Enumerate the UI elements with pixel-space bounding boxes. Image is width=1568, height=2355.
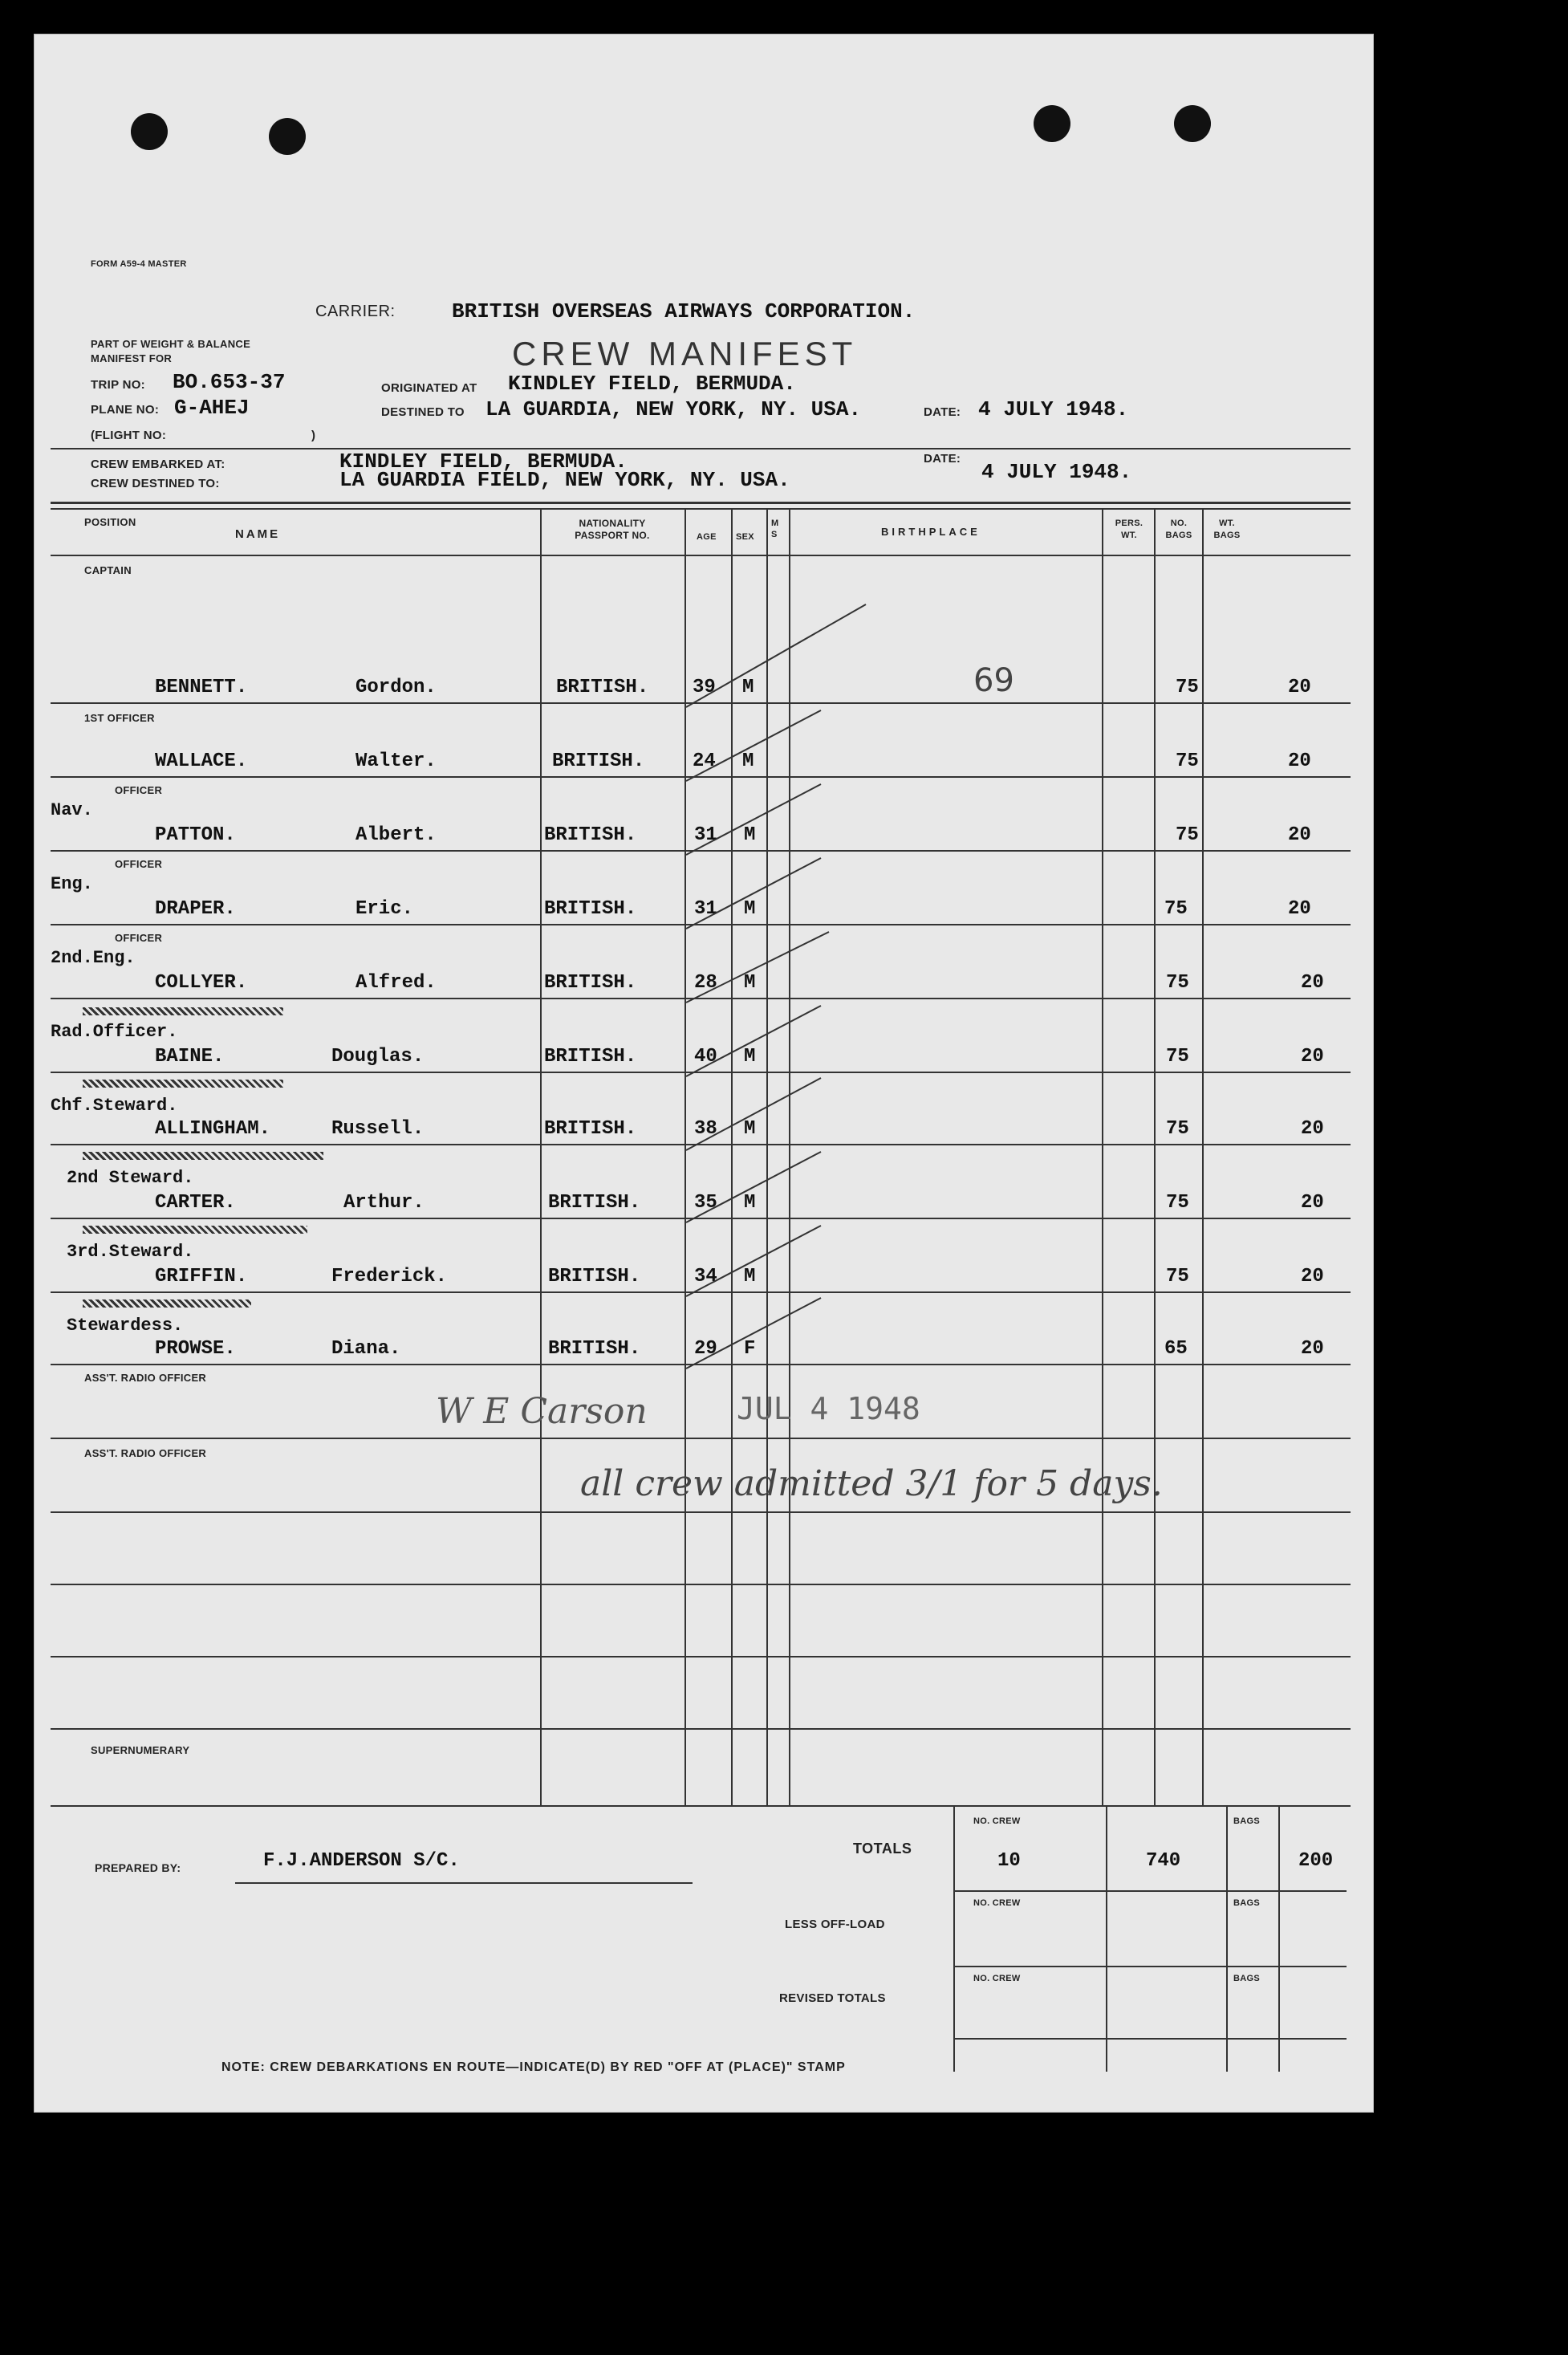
position-label: OFFICER [115, 932, 163, 944]
wt-bags: 20 [1301, 1338, 1324, 1360]
revised-totals-label: REVISED TOTALS [779, 1991, 886, 2005]
pers-wt: 65 [1164, 1338, 1188, 1360]
given-name: Diana. [331, 1338, 401, 1360]
total-bags-weight: 200 [1298, 1850, 1334, 1872]
sex: M [742, 750, 754, 772]
position-label: OFFICER [115, 858, 163, 870]
embarked-label: CREW EMBARKED AT: [91, 458, 225, 471]
page-title: CREW MANIFEST [512, 335, 858, 372]
surname: BAINE. [155, 1046, 225, 1068]
pers-wt: 75 [1166, 1266, 1189, 1287]
position-label: 1ST OFFICER [84, 712, 155, 724]
nationality: BRITISH. [544, 1118, 637, 1140]
no-crew-label-3: NO. CREW [973, 1974, 1021, 1983]
pers-wt: 75 [1176, 677, 1199, 698]
trip-no: BO.653-37 [173, 370, 286, 394]
nationality: BRITISH. [552, 750, 645, 772]
footer-note: NOTE: CREW DEBARKATIONS EN ROUTE—INDICATE(D) BY RED "OFF AT (PLACE)" STAMP [221, 2060, 846, 2074]
manifest-for-label: MANIFEST FOR [91, 352, 173, 364]
total-crew: 10 [997, 1850, 1021, 1872]
date-value: 4 JULY 1948. [978, 397, 1129, 421]
birthplace: 69 [973, 662, 1014, 699]
sex: M [744, 1118, 756, 1140]
surname: COLLYER. [155, 972, 248, 994]
age: 31 [694, 898, 717, 920]
surname: PROWSE. [155, 1338, 236, 1360]
total-weight: 740 [1146, 1850, 1181, 1872]
position-label: CAPTAIN [84, 564, 132, 576]
position-label: OFFICER [115, 784, 163, 796]
nationality: BRITISH. [556, 677, 649, 698]
surname: ALLINGHAM. [155, 1118, 271, 1140]
surname: DRAPER. [155, 898, 236, 920]
sex: M [744, 898, 756, 920]
less-offload-label: LESS OFF-LOAD [785, 1918, 885, 1931]
wt-bags: 20 [1288, 750, 1311, 772]
age: 39 [693, 677, 716, 698]
bags-label-2: BAGS [1233, 1898, 1260, 1908]
age: 35 [694, 1192, 717, 1214]
prepared-by: F.J.ANDERSON S/C. [263, 1850, 460, 1872]
part-of-label: PART OF WEIGHT & BALANCE [91, 338, 251, 350]
col-wt-bags: WT. BAGS [1213, 519, 1241, 540]
nationality: BRITISH. [548, 1192, 641, 1214]
date-label: DATE: [924, 405, 961, 419]
role: 2nd Steward. [67, 1168, 194, 1188]
pers-wt: 75 [1164, 898, 1188, 920]
surname: WALLACE. [155, 750, 248, 772]
bags-label-3: BAGS [1233, 1974, 1260, 1983]
trip-label: TRIP NO: [91, 378, 145, 392]
role: Nav. [51, 800, 93, 820]
given-name: Douglas. [331, 1046, 424, 1068]
pers-wt: 75 [1166, 1118, 1189, 1140]
given-name: Frederick. [331, 1266, 448, 1287]
col-name: NAME [235, 527, 281, 541]
originated-value: KINDLEY FIELD, BERMUDA. [508, 372, 796, 396]
pers-wt: 75 [1166, 972, 1189, 994]
embarked-value: KINDLEY FIELD, BERMUDA. [339, 449, 628, 474]
col-no-bags: NO. BAGS [1165, 519, 1192, 540]
nationality: BRITISH. [548, 1266, 641, 1287]
col-ms: M S [771, 519, 779, 539]
col-sex: SEX [736, 532, 754, 542]
role: 2nd.Eng. [51, 948, 136, 968]
wt-bags: 20 [1288, 824, 1311, 846]
pers-wt: 75 [1166, 1192, 1189, 1214]
sex: F [744, 1338, 756, 1360]
age: 31 [694, 824, 717, 846]
sex: M [744, 1046, 756, 1068]
nationality: BRITISH. [544, 972, 637, 994]
manifest-page [34, 34, 1374, 2113]
pers-wt: 75 [1176, 824, 1199, 846]
originated-label: ORIGINATED AT [381, 381, 477, 395]
form-code: FORM A59-4 MASTER [91, 259, 187, 269]
pers-wt: 75 [1176, 750, 1199, 772]
role: Rad.Officer. [51, 1022, 178, 1042]
age-strike-marks [35, 35, 1373, 1399]
role: 3rd.Steward. [67, 1242, 194, 1262]
pers-wt: 75 [1166, 1046, 1189, 1068]
surname: CARTER. [155, 1192, 236, 1214]
crew-destined-value: LA GUARDIA FIELD, NEW YORK, NY. USA. [339, 468, 790, 492]
prepared-by-label: PREPARED BY: [95, 1861, 181, 1874]
date-stamp: JUL 4 1948 [737, 1391, 920, 1426]
wt-bags: 20 [1301, 1118, 1324, 1140]
signature: W E Carson [436, 1391, 648, 1432]
age: 28 [694, 972, 717, 994]
sex: M [744, 972, 756, 994]
wt-bags: 20 [1301, 1046, 1324, 1068]
date2-value: 4 JULY 1948. [981, 460, 1132, 484]
totals-label: TOTALS [853, 1840, 912, 1857]
asst-radio-label: ASS'T. RADIO OFFICER [84, 1372, 207, 1384]
nationality: BRITISH. [544, 824, 637, 846]
surname: BENNETT. [155, 677, 248, 698]
supernumerary-label: SUPERNUMERARY [91, 1744, 190, 1756]
nationality: BRITISH. [548, 1338, 641, 1360]
given-name: Walter. [355, 750, 437, 772]
no-crew-label-2: NO. CREW [973, 1898, 1021, 1908]
date2-label: DATE: [924, 452, 961, 466]
col-position: POSITION [84, 516, 136, 528]
plane-no: G-AHEJ [174, 396, 250, 420]
role: Eng. [51, 874, 93, 894]
surname: PATTON. [155, 824, 236, 846]
wt-bags: 20 [1288, 898, 1311, 920]
sex: M [744, 1266, 756, 1287]
given-name: Arthur. [343, 1192, 424, 1214]
wt-bags: 20 [1301, 972, 1324, 994]
col-birthplace: BIRTHPLACE [881, 526, 981, 538]
surname: GRIFFIN. [155, 1266, 248, 1287]
given-name: Albert. [355, 824, 437, 846]
given-name: Eric. [355, 898, 414, 920]
carrier-value: BRITISH OVERSEAS AIRWAYS CORPORATION. [452, 299, 916, 323]
sex: M [742, 677, 754, 698]
wt-bags: 20 [1301, 1266, 1324, 1287]
age: 29 [694, 1338, 717, 1360]
carrier-label: CARRIER: [315, 303, 396, 320]
destined-value: LA GUARDIA, NEW YORK, NY. USA. [485, 397, 862, 421]
destined-label: DESTINED TO [381, 405, 465, 419]
crew-destined-label: CREW DESTINED TO: [91, 477, 220, 490]
sex: M [744, 1192, 756, 1214]
col-age: AGE [697, 532, 717, 542]
wt-bags: 20 [1288, 677, 1311, 698]
age: 24 [693, 750, 716, 772]
asst-radio-label-2: ASS'T. RADIO OFFICER [84, 1447, 207, 1459]
nationality: BRITISH. [544, 1046, 637, 1068]
role: Stewardess. [67, 1316, 184, 1336]
age: 40 [694, 1046, 717, 1068]
age: 38 [694, 1118, 717, 1140]
flight-close: ) [311, 429, 316, 442]
col-pers-wt: PERS. WT. [1115, 519, 1144, 540]
given-name: Alfred. [355, 972, 437, 994]
wt-bags: 20 [1301, 1192, 1324, 1214]
age: 34 [694, 1266, 717, 1287]
plane-label: PLANE NO: [91, 403, 160, 417]
flight-label: (FLIGHT NO: [91, 429, 167, 442]
handwritten-note: all crew admitted 3/1 for 5 days. [580, 1463, 1163, 1504]
no-crew-label: NO. CREW [973, 1816, 1021, 1826]
given-name: Russell. [331, 1118, 424, 1140]
nationality: BRITISH. [544, 898, 637, 920]
given-name: Gordon. [355, 677, 437, 698]
role: Chf.Steward. [51, 1096, 178, 1116]
sex: M [744, 824, 756, 846]
bags-label: BAGS [1233, 1816, 1260, 1826]
col-nationality: NATIONALITY PASSPORT NO. [575, 518, 650, 541]
